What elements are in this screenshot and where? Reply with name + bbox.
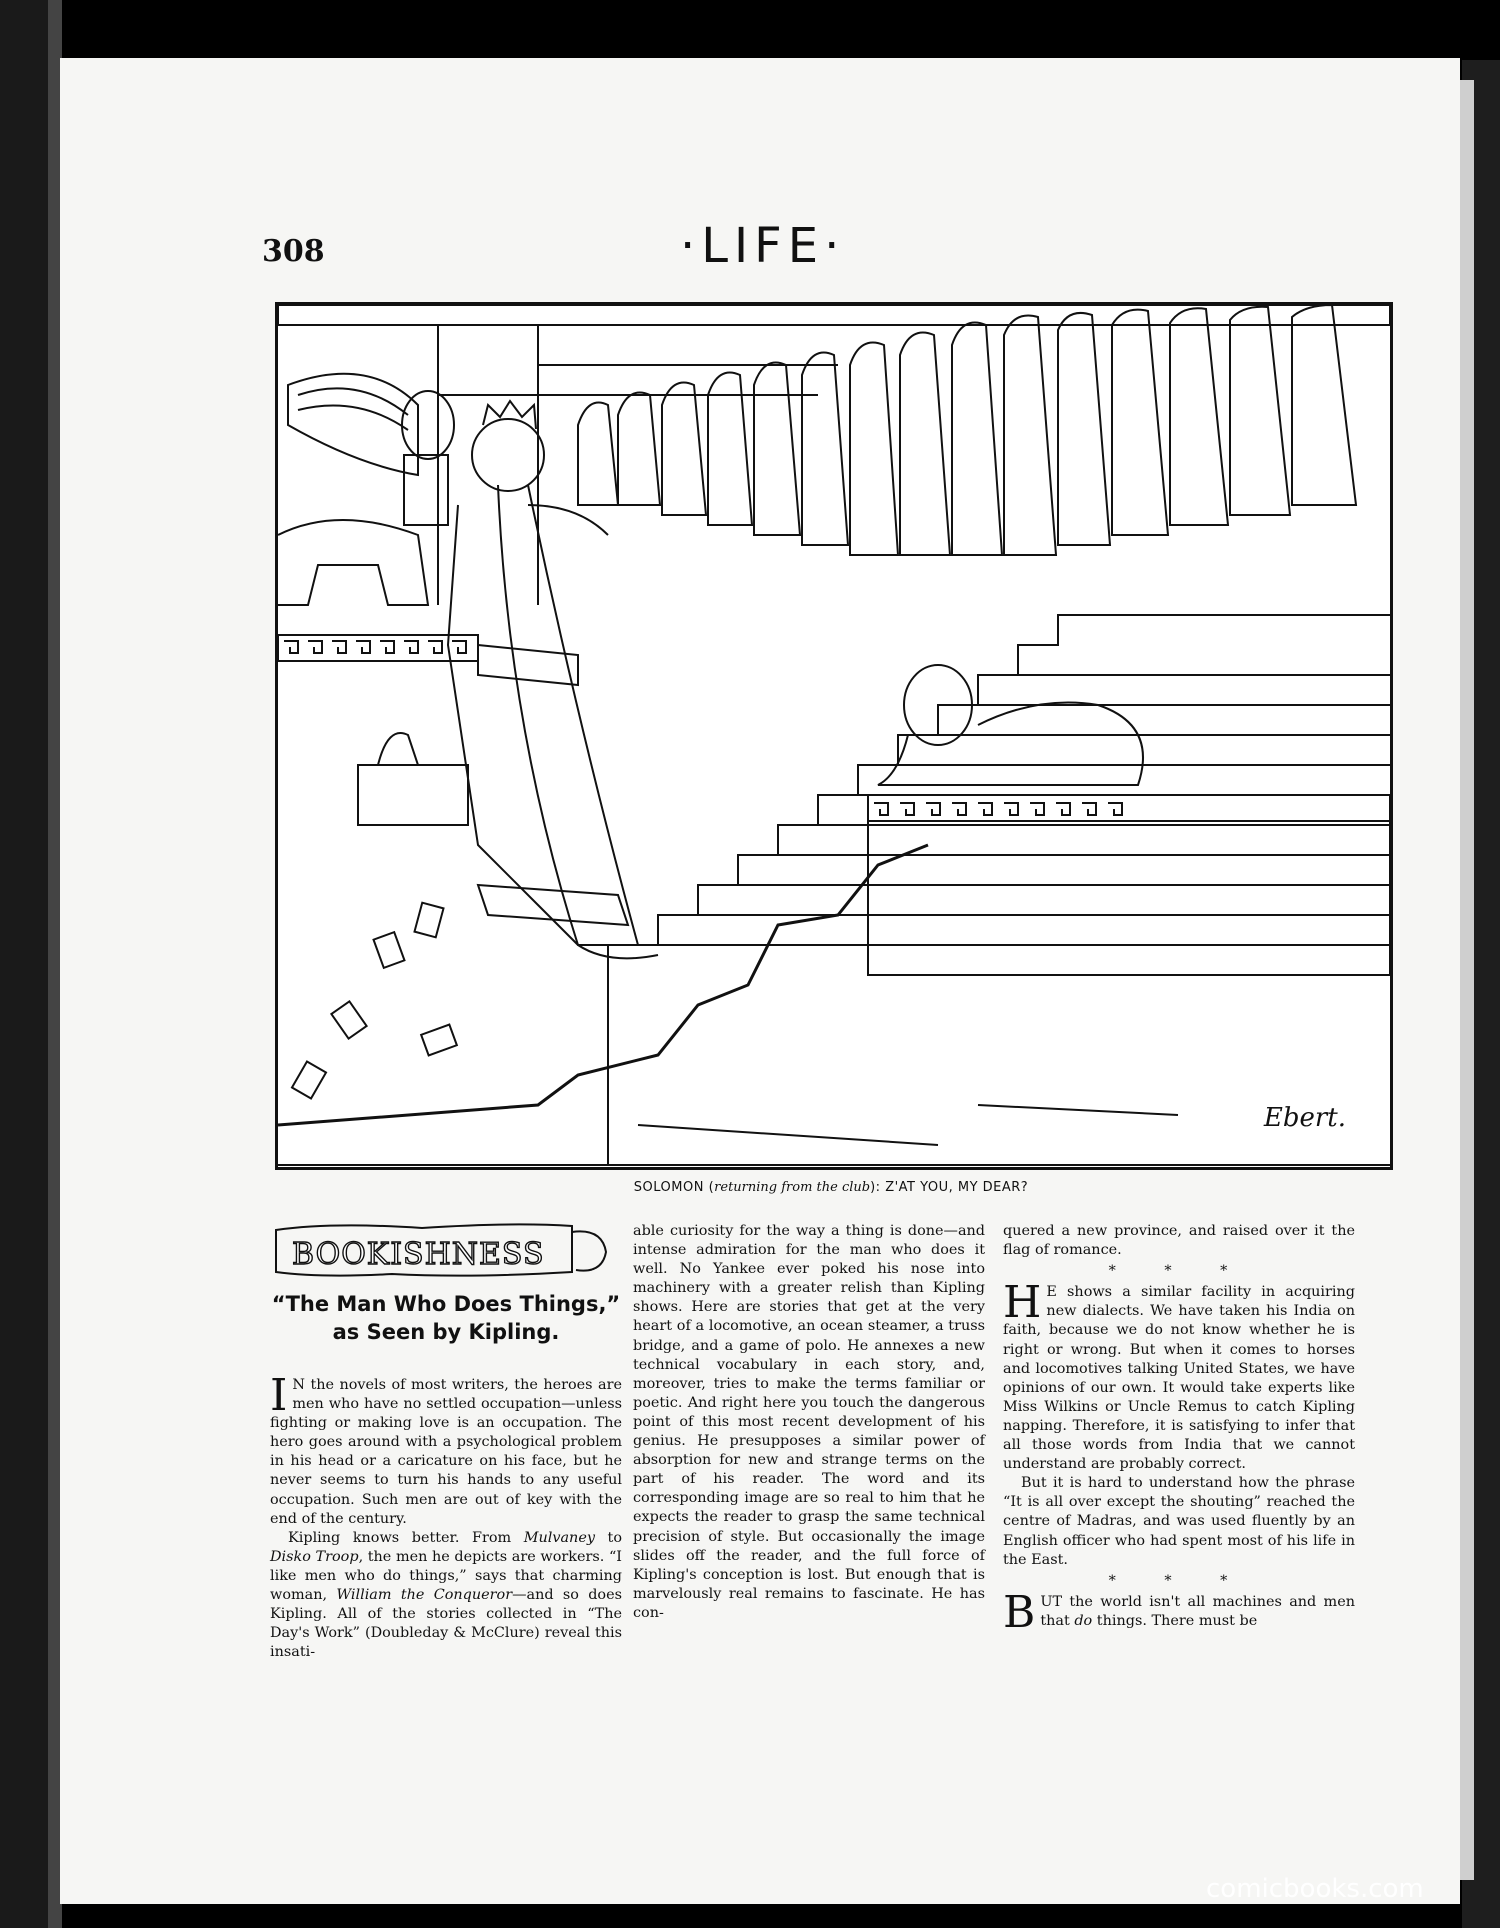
site-watermark: comicbooks.com	[1206, 1874, 1424, 1904]
caption-stage-direction: returning from the club	[714, 1180, 871, 1195]
cartoon-drawing	[278, 305, 1390, 1167]
article-column-2	[633, 1222, 985, 1623]
next-page-sliver	[1458, 80, 1474, 1880]
bookishness-banner	[272, 1222, 612, 1282]
col3-paragraph-4: UT the world isn't all machines and men that do things. There must be	[1040, 1593, 1355, 1629]
artist-signature: Ebert.	[1263, 1103, 1346, 1133]
col3-paragraph-3: But it is hard to understand how the phrase “It is all over except the shouting” reached the centre of Madras, and was used fluently by an English officer who had spent most of his life in the East.	[1003, 1475, 1355, 1568]
section-break-2: * * *	[1108, 1572, 1250, 1589]
drop-cap-i: I	[270, 1370, 288, 1421]
cartoon-caption	[275, 1180, 1387, 1195]
col3-paragraph-1: quered a new province, and raised over it the flag of romance.	[1003, 1223, 1355, 1259]
col1-paragraph-1: N the novels of most writers, the heroes are men who have no settled occupation—unless fighting or making love is an occupation. The hero goes around with a psychological problem in his head or a caricature on his face, but he never seems to turn his hands to any useful occupation. Such men are out of key with the end of the century.	[270, 1377, 622, 1527]
col1-paragraph-2: Kipling knows better. From Mulvaney to Disko Troop, the men he depicts are workers. “I like men who do things,” says that charming woman, William the Conqueror—and so does Kipling. All of the stories collected in “The Day's Work” (Doubleday & McClure) reveal this insati-	[270, 1529, 622, 1661]
article-column-1	[270, 1370, 622, 1662]
article-column-3	[1003, 1222, 1355, 1638]
article-headline: “The Man Who Does Things,” as Seen by Kipling.	[271, 1292, 621, 1344]
col3-paragraph-2: E shows a similar facility in acquiring new dialects. We have taken his India on faith, because we do not know whether he is right or wrong. But when it comes to horses and locomotives talking United States, we have opinions of our own. It would take experts like Miss Wilkins or Uncle Remus to catch Kipling napping. Therefore, it is satisfying to infer that all those words from India that we cannot understand are probably correct.	[1003, 1284, 1355, 1473]
page-number: 308	[262, 234, 325, 269]
cartoon-illustration	[275, 302, 1393, 1170]
drop-cap-h: H	[1003, 1277, 1042, 1329]
masthead-title: ·LIFE·	[680, 218, 846, 274]
caption-dialogue: ): Z'AT YOU, MY DEAR?	[870, 1180, 1029, 1195]
section-break: * * *	[1108, 1263, 1250, 1280]
col2-paragraph-1: able curiosity for the way a thing is done—and intense admiration for the man who does it well. No Yankee ever poked his nose into machinery with a greater relish than Kipling shows. Here are stories that get at the very heart of a locomotive, an ocean steamer, a truss bridge, and a game of polo. He annexes a new technical vocabulary in each story, and, moreover, tries to make the terms familiar or poetic. And right here you touch the dangerous point of this most recent development of his genius. He presupposes a similar power of absorption for new and strange terms on the part of his reader. The word and its corresponding image are so real to him that he expects the reader to grasp the same technical precision of style. But occasionally the image slides off the reader, and the full force of Kipling's conception is lost. But enough that is marvelously real remains to fascinate. He has con-	[633, 1223, 985, 1621]
department-title: BOOKISHNESS	[292, 1237, 545, 1272]
caption-speaker: SOLOMON (	[633, 1180, 715, 1195]
drop-cap-b: B	[1003, 1586, 1036, 1638]
